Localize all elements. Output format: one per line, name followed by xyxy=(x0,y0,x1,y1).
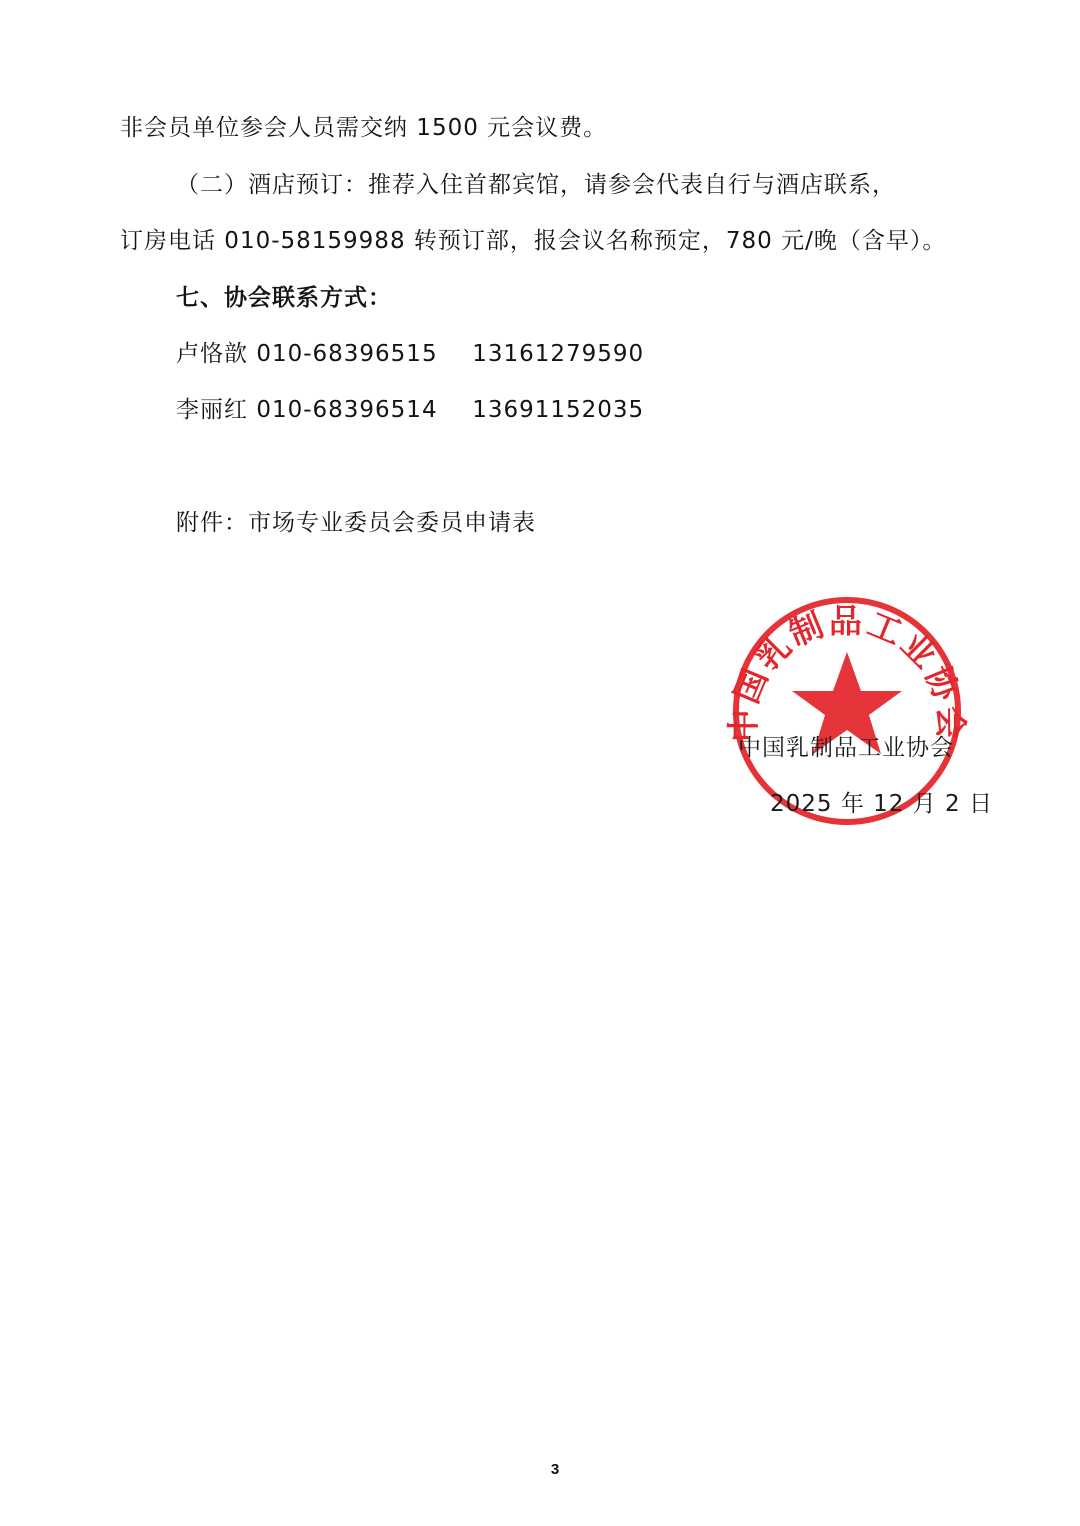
contact-mobile: 13161279590 xyxy=(472,341,645,367)
seal-text: 中国乳制品工业协会 xyxy=(724,601,970,743)
signature-date: 2025 年 12 月 2 日 xyxy=(770,791,993,817)
contact-row-1 xyxy=(176,339,644,369)
signature-org: 中国乳制品工业协会 xyxy=(738,735,954,761)
contact-phone: 010-68396514 xyxy=(256,397,438,423)
contact-row-2 xyxy=(176,395,644,425)
contact-mobile: 13691152035 xyxy=(472,397,645,423)
body-line-3: 订房电话 010-58159988 转预订部，报会议名称预定，780 元/晚（含早）。 xyxy=(120,228,947,254)
body-line-1: 非会员单位参会人员需交纳 1500 元会议费。 xyxy=(120,115,608,141)
body-line-2: （二）酒店预订：推荐入住首都宾馆，请参会代表自行与酒店联系， xyxy=(176,172,896,198)
section-title: 七、协会联系方式： xyxy=(176,285,392,311)
contact-name: 李丽红 xyxy=(176,397,248,423)
attachment-note: 附件：市场专业委员会委员申请表 xyxy=(176,510,536,536)
page-number: 3 xyxy=(550,1461,560,1478)
contact-phone: 010-68396515 xyxy=(256,341,438,367)
contact-name: 卢恪歆 xyxy=(176,341,248,367)
